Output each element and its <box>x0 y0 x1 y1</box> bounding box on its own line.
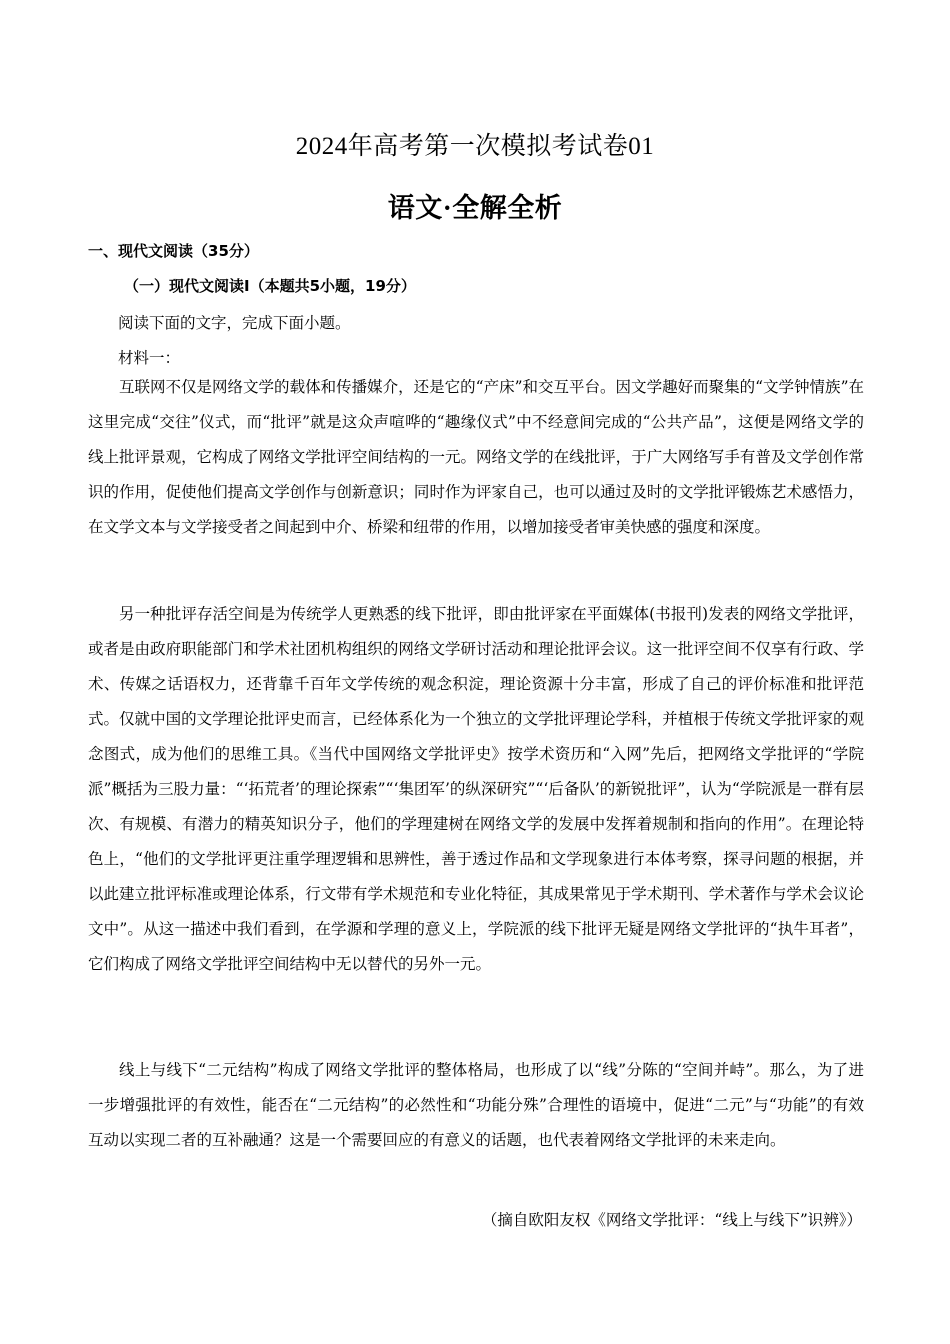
document-subtitle: 语文·全解全析 <box>387 193 563 223</box>
section-heading: 一、现代文阅读（35分） <box>88 242 259 260</box>
body-paragraph: 另一种批评存活空间是为传统学人更熟悉的线下批评，即由批评家在平面媒体(书报刊)发表的网络文学批评，或者是由政府职能部门和学术社团机构组织的网络文学研讨活动和理论批评会议。这一批评空间不仅享有行政、学术、传媒之话语权力，还背靠千百年文学传统的观念积淀，理论资源十分丰富，形成了自己的评价标准和批评范式。仅就中国的文学理论批评史而言，已经体系化为一个独立的文学批评理论学科，并植根于传统文学批评家的观念图式，成为他们的思维工具。《当代中国网络文学批评史》按学术资历和“入网”先后，把网络文学批评的“学院派”概括为三股力量：“‘拓荒者’的理论探索”“‘集团军’的纵深研究”“‘后备队’的新锐批评”，认为“学院派是一群有层次、有规模、有潜力的精英知识分子，他们的学理建树在网络文学的发展中发挥着规制和指向的作用”。在理论特色上，“他们的文学批评更注重学理逻辑和思辨性，善于透过作品和文学现象进行本体考察，探寻问题的根据，并以此建立批评标准或理论体系，行文带有学术规范和专业化特征，其成果常见于学术期刊、学术著作与学术会议论文中”。从这一描述中我们看到，在学源和学理的意义上，学院派的线下批评无疑是网络文学批评的“执牛耳者”，它们构成了网络文学批评空间结构中无以替代的另外一元。 <box>88 605 864 973</box>
document-title: 2024年高考第一次模拟考试卷01 <box>295 133 655 160</box>
source-citation: （摘自欧阳友权《网络文学批评：“线上与线下”识辨》） <box>481 1211 862 1229</box>
body-paragraph: 线上与线下“二元结构”构成了网络文学批评的整体格局，也形成了以“线”分陈的“空间并峙”。那么，为了进一步增强批评的有效性，能否在“二元结构”的必然性和“功能分殊”合理性的语境中，促进“二元”与“功能”的有效互动以实现二者的互补融通？这是一个需要回应的有意义的话题，也代表着网络文学批评的未来走向。 <box>88 1061 864 1149</box>
reading-instruction: 阅读下面的文字，完成下面小题。 <box>118 314 351 332</box>
body-paragraph: 互联网不仅是网络文学的载体和传播媒介，还是它的“产床”和交互平台。因文学趣好而聚集的“文学钟情族”在这里完成“交往”仪式，而“批评”就是这众声喧哗的“趣缘仪式”中不经意间完成的“公共产品”，这便是网络文学的线上批评景观，它构成了网络文学批评空间结构的一元。网络文学的在线批评，于广大网络写手有普及文学创作常识的作用，促使他们提高文学创作与创新意识；同时作为评家自己，也可以通过及时的文学批评锻炼艺术感悟力，在文学文本与文学接受者之间起到中介、桥梁和纽带的作用，以增加接受者审美快感的强度和深度。 <box>88 378 864 536</box>
subsection-heading: （一）现代文阅读Ⅰ（本题共5小题，19分） <box>124 277 416 295</box>
material-label: 材料一： <box>118 349 181 367</box>
